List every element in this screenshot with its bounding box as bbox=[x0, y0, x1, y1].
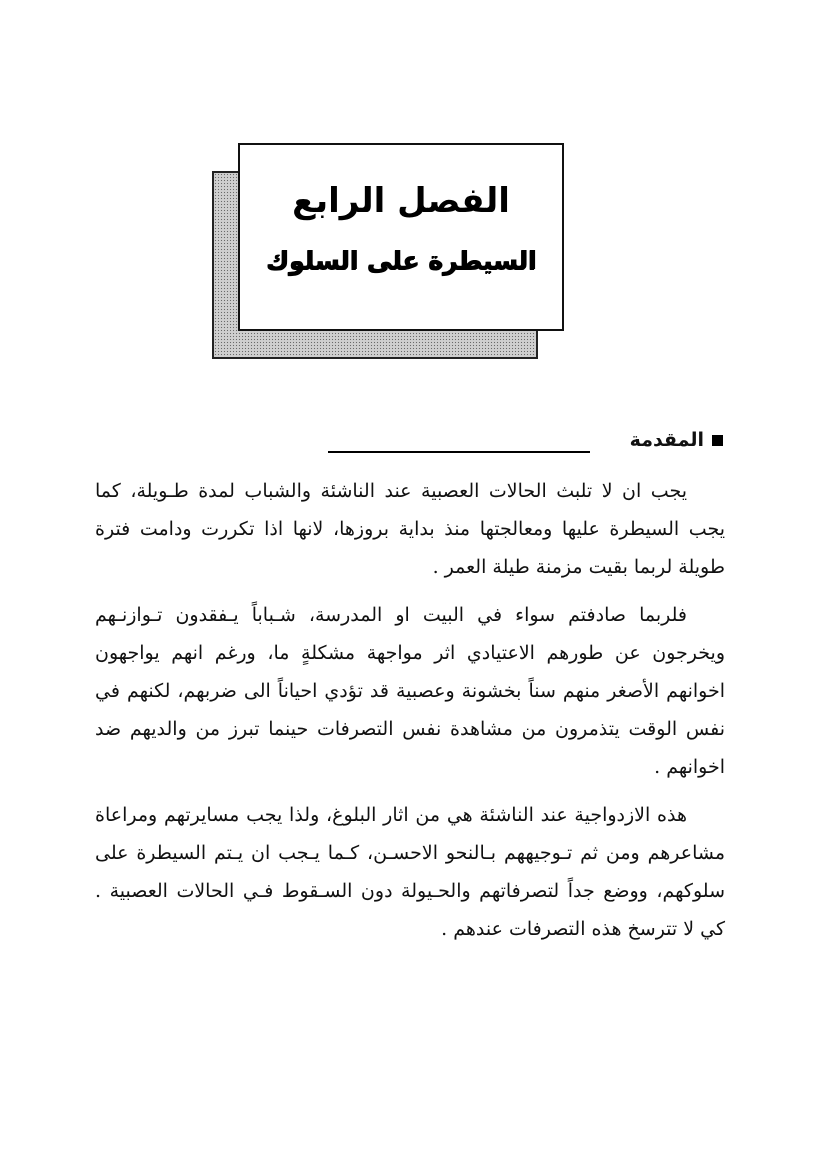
square-bullet-icon bbox=[712, 435, 723, 446]
heading-underline-rule bbox=[328, 451, 590, 453]
section-heading bbox=[630, 427, 723, 453]
paragraph-2: فلربما صادفتم سواء في البيت او المدرسة، شـباباً يـفقدون تـوازنـهم ويخرجون عن طورهم الاعتيادي اثر مواجهة مشكلةٍ ما، ورغم انهم يواجهون اخوانهم الأصغر منهم سناً بخشونة وعصبية قد تؤدي احياناً الى ضربهم، لكنهم في نفس الوقت يتذمرون من مشاهدة نفس التصرفات حينما تبرز من والديهم ضد اخوانهم . bbox=[95, 604, 725, 778]
paragraph-1: يجب ان لا تلبث الحالات العصبية عند الناشئة والشباب لمدة طـويلة، كما يجب السيطرة عليها ومعالجتها منذ بداية بروزها، لانها اذا تكررت ودامت فترة طويلة لربما بقيت مزمنة طيلة العمر . bbox=[95, 480, 725, 578]
body-text bbox=[95, 472, 725, 958]
paragraph-3: هذه الازدواجية عند الناشئة هي من اثار البلوغ، ولذا يجب مسايرتهم ومراعاة مشاعرهم ومن ثم تـوجيههم بـالنحو الاحسـن، كـما يـجب ان يـتم السيطرة على سلوكهم، ووضع جداً لتصرفاتهم والحـيولة دون السـقوط فـي الحالات العصبية . كي لا تترسخ هذه التصرفات عندهم . bbox=[95, 804, 725, 940]
section-heading-label: المقدمة bbox=[629, 429, 704, 451]
chapter-title-box bbox=[238, 143, 564, 331]
chapter-subtitle: السيطرة على السلوك bbox=[265, 246, 537, 275]
chapter-title: الفصل الرابع bbox=[292, 181, 510, 221]
